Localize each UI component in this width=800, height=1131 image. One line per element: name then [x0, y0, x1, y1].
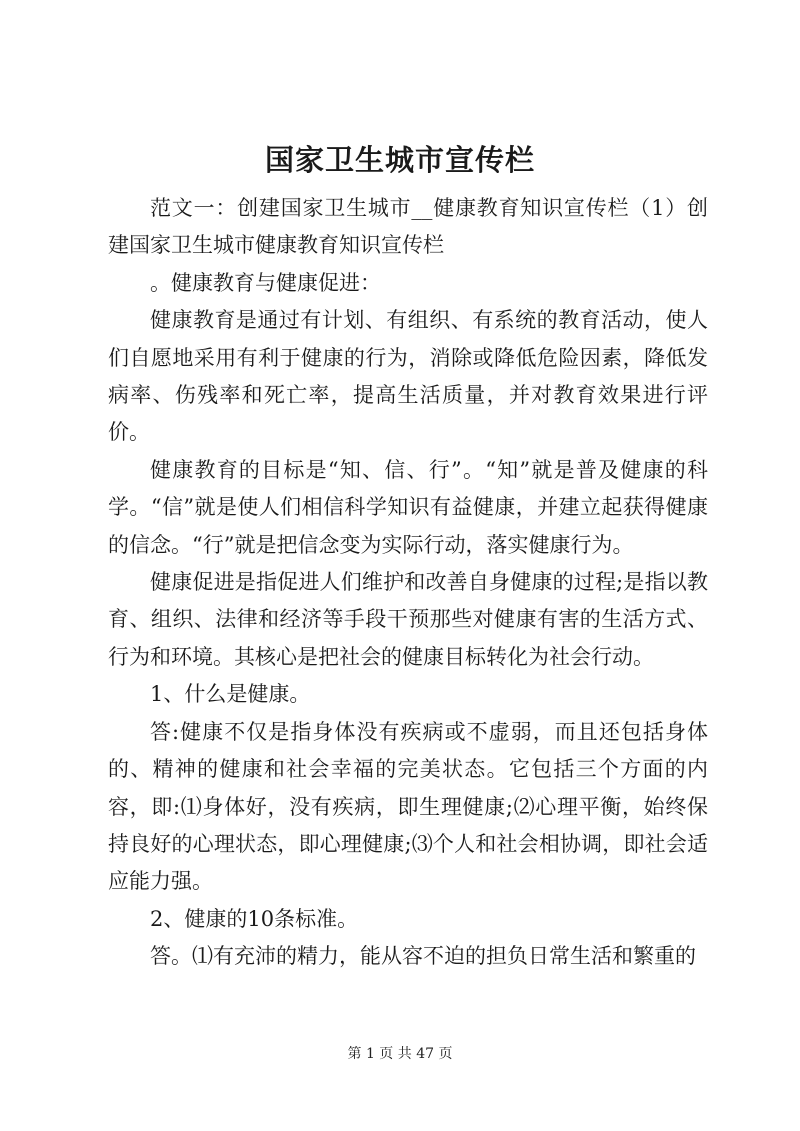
paragraph-health-education: 健康教育是通过有计划、有组织、有系统的教育活动，使人们自愿地采用有利于健康的行为，消除或降低危险因素，降低发病率、伤残率和死亡率，提高生活质量，并对教育效果进行评价。	[108, 308, 708, 445]
paragraph-section-heading: 。健康教育与健康促进：	[150, 270, 381, 295]
paragraph-health-promotion: 健康促进是指促进人们维护和改善自身健康的过程;是指以教育、组织、法律和经济等手段干预那些对健康有害的生活方式、行为和环境。其核心是把社会的健康目标转化为社会行动。	[108, 570, 708, 669]
paragraph-answer-2: 答。⑴有充沛的精力，能从容不迫的担负日常生活和繁重的	[150, 944, 696, 969]
paragraph-intro: 范文一：创建国家卫生城市__健康教育知识宣传栏（1）创建国家卫生城市健康教育知识宣传栏	[108, 196, 708, 258]
document-title: 国家卫生城市宣传栏	[264, 143, 535, 177]
document-body	[108, 190, 708, 976]
paragraph-question-1: 1、什么是健康。	[150, 682, 311, 707]
paragraph-education-goals: 健康教育的目标是“知、信、行”。“知”就是普及健康的科学。“信”就是使人们相信科学知识有益健康，并建立起获得健康的信念。“行”就是把信念变为实际行动，落实健康行为。	[108, 457, 708, 557]
paragraph-question-2: 2、健康的10条标准。	[150, 906, 359, 931]
page-number-footer: 第 1 页 共 47 页	[347, 1046, 453, 1062]
paragraph-answer-1: 答:健康不仅是指身体没有疾病或不虚弱，而且还包括身体的、精神的健康和社会幸福的完美状态。它包括三个方面的内容，即:⑴身体好，没有疾病，即生理健康;⑵心理平衡，始终保持良好的心理状态，即心理健康;⑶个人和社会相协调，即社会适应能力强。	[108, 719, 708, 894]
